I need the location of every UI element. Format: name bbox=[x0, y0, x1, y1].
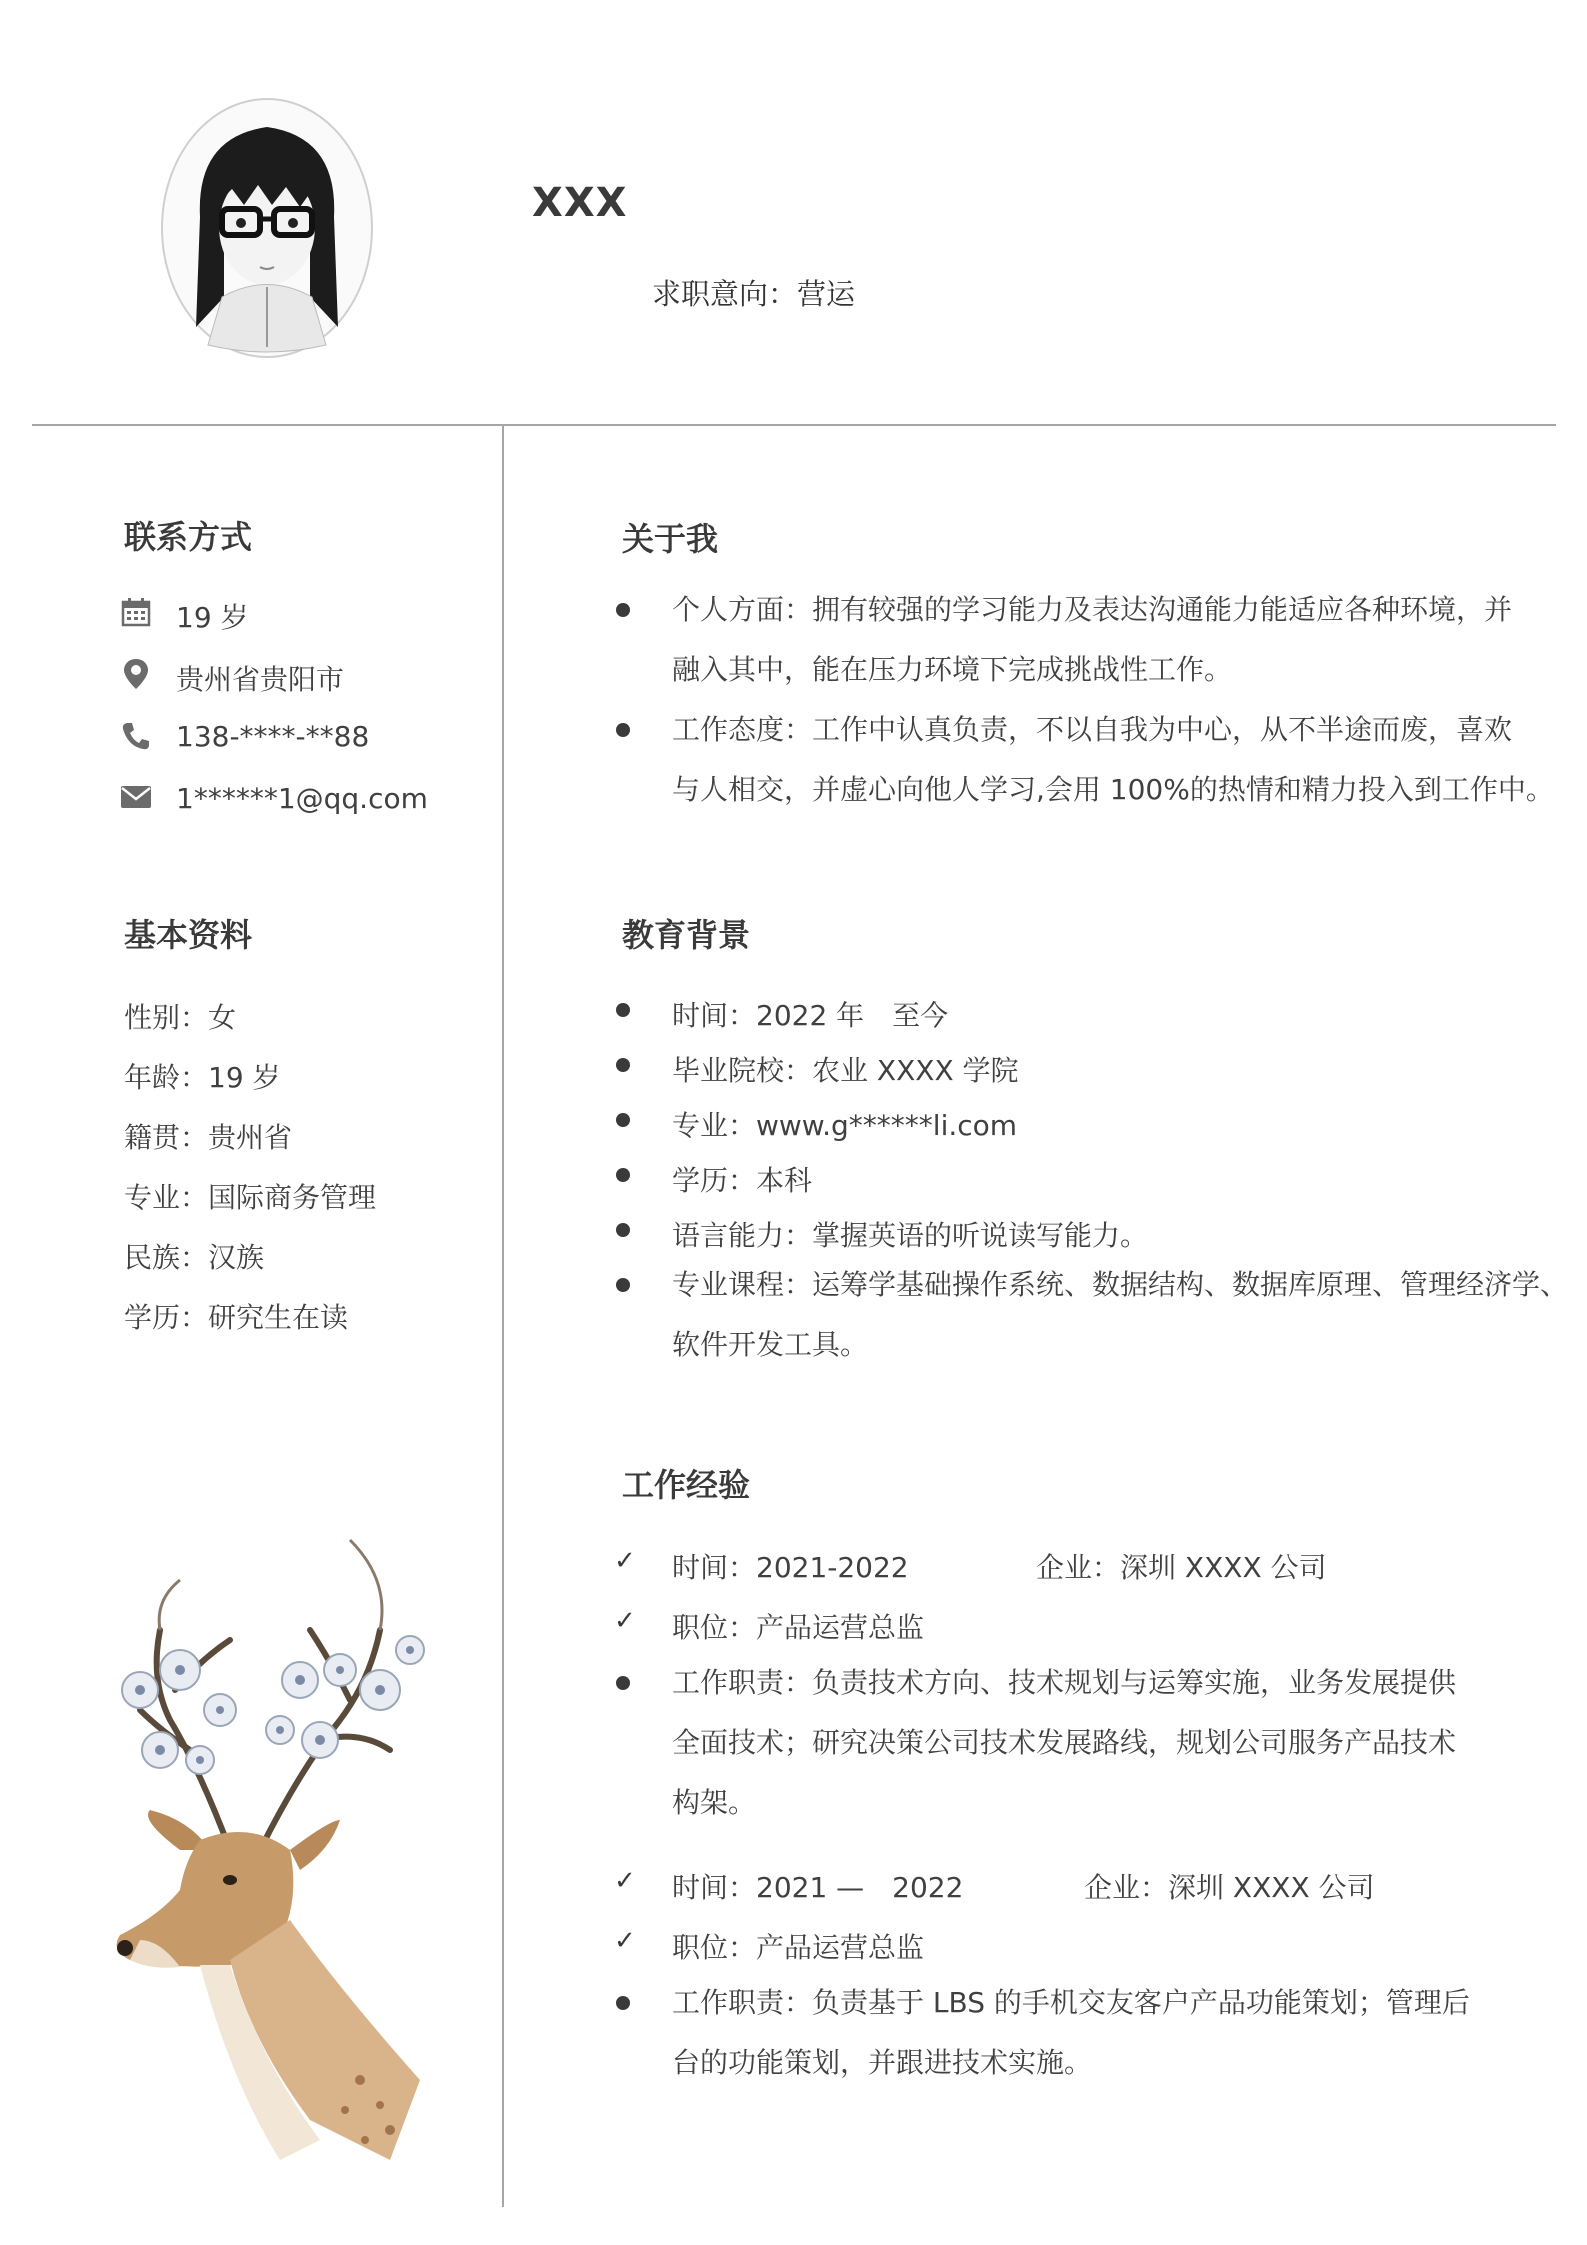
job2-duty-line1: 工作职责：负责基于 LBS 的手机交友客户产品功能策划；管理后 bbox=[672, 1986, 1470, 2019]
education-language: 语言能力：掌握英语的听说读写能力。 bbox=[672, 1219, 1149, 1252]
check-icon: ✓ bbox=[614, 1546, 636, 1576]
basic-education: 学历：研究生在读 bbox=[124, 1301, 349, 1334]
job1-duty-line3: 构架。 bbox=[672, 1786, 757, 1819]
about-item-attitude-line1: 工作态度：工作中认真负责，不以自我为中心，从不半途而废，喜欢 bbox=[672, 713, 1513, 746]
about-item-personal-line1: 个人方面：拥有较强的学习能力及表达沟通能力能适应各种环境，并 bbox=[672, 593, 1513, 626]
bullet-dot bbox=[616, 1168, 630, 1182]
job2-duty-line2: 台的功能策划，并跟进技术实施。 bbox=[672, 2046, 1093, 2079]
education-degree: 学历：本科 bbox=[672, 1164, 813, 1197]
job-intent-value: 营运 bbox=[797, 277, 856, 311]
bullet-dot bbox=[616, 1113, 630, 1127]
job2-time: 时间：2021 — 2022 bbox=[672, 1871, 964, 1904]
bullet-dot bbox=[616, 1278, 630, 1292]
job2-company: 企业：深圳 XXXX 公司 bbox=[1084, 1871, 1375, 1904]
contact-email: 1******1@qq.com bbox=[176, 782, 428, 815]
education-major: 专业：www.g******li.com bbox=[672, 1109, 1018, 1142]
contact-phone: 138-****-**88 bbox=[176, 720, 370, 753]
about-item-attitude bbox=[672, 700, 1554, 820]
job1-position: 职位：产品运营总监 bbox=[672, 1611, 925, 1644]
about-item-attitude-line2: 与人相交，并虚心向他人学习,会用 100%的热情和精力投入到工作中。 bbox=[672, 773, 1554, 806]
education-school: 毕业院校：农业 XXXX 学院 bbox=[672, 1054, 1019, 1087]
calendar-icon bbox=[120, 596, 156, 632]
basic-age: 年龄：19 岁 bbox=[124, 1061, 281, 1094]
basic-hometown: 籍贯：贵州省 bbox=[124, 1121, 293, 1154]
contact-age: 19 岁 bbox=[176, 601, 249, 634]
bullet-dot bbox=[616, 603, 630, 617]
education-courses-line1: 专业课程：运筹学基础操作系统、数据结构、数据库原理、管理经济学、 bbox=[672, 1268, 1569, 1301]
job1-company: 企业：深圳 XXXX 公司 bbox=[1036, 1551, 1327, 1584]
job1-duty-line1: 工作职责：负责技术方向、技术规划与运筹实施，业务发展提供 bbox=[672, 1666, 1457, 1699]
about-item-personal-line2: 融入其中，能在压力环境下完成挑战性工作。 bbox=[672, 653, 1233, 686]
contact-location: 贵州省贵阳市 bbox=[176, 663, 345, 696]
basic-info-section-title: 基本资料 bbox=[124, 916, 253, 954]
job-intent-label: 求职意向： bbox=[652, 277, 798, 311]
candidate-name: XXX bbox=[532, 180, 628, 226]
about-section-title: 关于我 bbox=[622, 520, 719, 558]
basic-ethnicity: 民族：汉族 bbox=[124, 1241, 265, 1274]
basic-major: 专业：国际商务管理 bbox=[124, 1181, 377, 1214]
contact-section-title: 联系方式 bbox=[124, 518, 253, 556]
email-icon bbox=[120, 784, 156, 820]
job2-position: 职位：产品运营总监 bbox=[672, 1931, 925, 1964]
location-pin-icon bbox=[120, 657, 156, 693]
education-courses-line2: 软件开发工具。 bbox=[672, 1328, 869, 1361]
education-section-title: 教育背景 bbox=[622, 916, 751, 954]
bullet-dot bbox=[616, 1003, 630, 1017]
profile-avatar bbox=[160, 97, 374, 359]
bullet-dot bbox=[616, 1996, 630, 2010]
job1-duty bbox=[672, 1653, 1456, 1833]
job2-duty bbox=[672, 1973, 1470, 2093]
check-icon: ✓ bbox=[614, 1866, 636, 1896]
check-icon: ✓ bbox=[614, 1926, 636, 1956]
bullet-dot bbox=[616, 1058, 630, 1072]
deer-illustration bbox=[80, 1520, 490, 2160]
about-item-personal bbox=[672, 580, 1512, 700]
phone-icon bbox=[120, 720, 156, 756]
work-section-title: 工作经验 bbox=[622, 1466, 751, 1504]
bullet-dot bbox=[616, 1223, 630, 1237]
basic-gender: 性别：女 bbox=[124, 1001, 237, 1034]
header-divider bbox=[32, 424, 1556, 426]
bullet-dot bbox=[616, 1676, 630, 1690]
job1-time: 时间：2021-2022 bbox=[672, 1551, 909, 1584]
job-intent bbox=[652, 272, 855, 313]
education-courses bbox=[672, 1255, 1568, 1375]
column-divider bbox=[502, 425, 504, 2207]
job1-duty-line2: 全面技术；研究决策公司技术发展路线，规划公司服务产品技术 bbox=[672, 1726, 1457, 1759]
check-icon: ✓ bbox=[614, 1606, 636, 1636]
bullet-dot bbox=[616, 723, 630, 737]
education-time: 时间：2022 年 至今 bbox=[672, 999, 949, 1032]
